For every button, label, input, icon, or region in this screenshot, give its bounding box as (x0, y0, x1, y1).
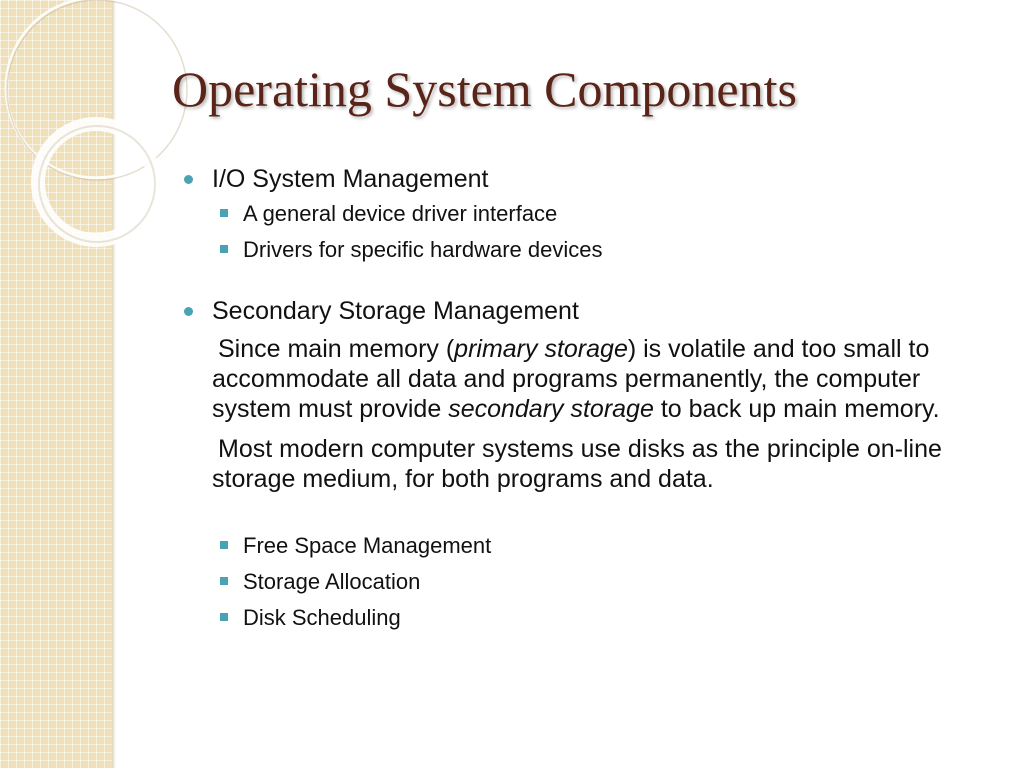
slide-title: Operating System Components (172, 61, 797, 117)
para-text: Since main memory ( (218, 335, 455, 363)
sub-bullet-label: Disk Scheduling (243, 605, 401, 630)
sub-bullet-label: Free Space Management (243, 533, 492, 558)
square-bullet-icon (220, 613, 228, 621)
sub-bullet-storage-allocation (184, 564, 994, 600)
para-text: ) is volatile and too small to accommodate all data and programs permanently, the computer system must provide (212, 335, 930, 423)
para-emphasis-primary-storage: primary storage (454, 335, 628, 363)
bullet-io-system (184, 162, 994, 196)
sub-bullet-label: Storage Allocation (243, 569, 421, 594)
paragraph-disk-storage: Most modern computer systems use disks as the principle on-line storage medium, for both programs and data. (212, 435, 942, 493)
sub-bullet-label: A general device driver interface (243, 201, 558, 226)
sub-bullet-disk-scheduling (184, 600, 994, 636)
round-bullet-icon (184, 307, 193, 316)
slide-body (184, 162, 994, 636)
bullet-storage-label: Secondary Storage Management (212, 297, 579, 325)
round-bullet-icon (184, 175, 193, 184)
para-text: to back up main memory. (653, 395, 940, 423)
decorative-circles (0, 0, 200, 280)
sub-bullet-hardware-drivers (184, 232, 994, 268)
sub-bullet-label: Drivers for specific hardware devices (243, 237, 603, 262)
square-bullet-icon (220, 245, 228, 253)
paragraph-memory-volatility (184, 334, 994, 424)
sub-bullet-free-space (184, 528, 994, 564)
para-emphasis-secondary-storage: secondary storage (448, 395, 654, 423)
bullet-io-label: I/O System Management (212, 165, 489, 193)
square-bullet-icon (220, 577, 228, 585)
square-bullet-icon (220, 209, 228, 217)
bullet-secondary-storage (184, 294, 994, 328)
decorative-ring-small-shadow (39, 126, 155, 242)
square-bullet-icon (220, 541, 228, 549)
sub-bullet-driver-interface (184, 196, 994, 232)
